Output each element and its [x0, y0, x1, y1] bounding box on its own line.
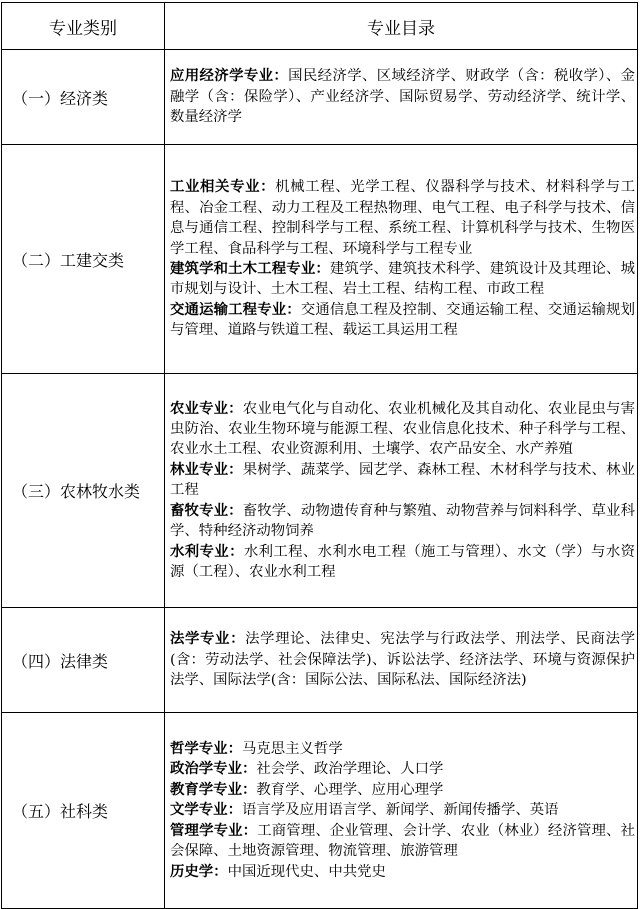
group-heading: 历史学： — [170, 862, 228, 880]
group-majors: 交通信息工程及控制、交通运输工程、交通运输规划与管理、道路与铁道工程、载运工具运用工程 — [170, 301, 635, 339]
group-majors: 机械工程、光学工程、仪器科学与技术、材料科学与工程、冶金工程、动力工程及工程热物理、电气工程、电子科学与技术、信息与通信工程、控制科学与工程、系统工程、计算机科学与技术、生物医学工程、食品科学与工程、环境科学与工程专业 — [170, 179, 635, 257]
category-cell: （一）经济类 — [2, 50, 165, 145]
group-heading: 林业专业： — [170, 460, 243, 478]
category-cell: （三）农林牧水类 — [2, 374, 165, 608]
group-heading: 政治学专业： — [170, 760, 257, 778]
group-majors: 中国近现代史、中共党史 — [227, 863, 386, 880]
major-group — [170, 862, 635, 882]
group-heading: 农业专业： — [170, 399, 243, 417]
group-majors: 马克思主义哲学 — [241, 741, 343, 758]
group-majors: 国民经济学、区域经济学、财政学（含：税收学）、金融学（含：保险学）、产业经济学、国际贸易学、劳动经济学、统计学、数量经济学 — [170, 68, 635, 126]
group-heading: 教育学专业： — [170, 780, 257, 798]
table-row — [2, 608, 638, 713]
major-group — [170, 759, 635, 779]
major-list-cell — [165, 713, 638, 909]
major-group — [170, 66, 635, 127]
group-heading: 畜牧专业： — [170, 501, 243, 519]
group-heading: 管理学专业： — [170, 821, 258, 839]
group-heading: 交通运输工程专业： — [170, 300, 301, 318]
major-group — [170, 780, 635, 800]
major-group — [170, 177, 635, 259]
table-row — [2, 713, 638, 909]
group-majors: 农业电气化与自动化、农业机械化及其自动化、农业昆虫与害虫防治、农业生物环境与能源工程、农业信息化技术、种子科学与工程、农业水土工程、农业资源利用、土壤学、农产品安全、水产养殖 — [170, 400, 635, 458]
group-heading: 工业相关专业： — [170, 178, 276, 196]
major-group — [170, 259, 635, 300]
table-row — [2, 145, 638, 374]
group-majors: 教育学、心理学、应用心理学 — [256, 781, 444, 798]
major-group — [170, 821, 635, 862]
group-heading: 文学专业： — [170, 801, 242, 819]
major-group — [170, 399, 635, 460]
category-cell: （二）工建交类 — [2, 145, 165, 374]
group-majors: 建筑学、建筑技术科学、建筑设计及其理论、城市规划与设计、土木工程、岩土工程、结构工程、市政工程 — [170, 261, 635, 298]
category-cell: （五）社科类 — [2, 713, 165, 909]
major-group — [170, 629, 635, 690]
group-majors: 水利工程、水利水电工程（施工与管理）、水文（学）与水资源（工程）、农业水利工程 — [170, 543, 635, 580]
group-majors: 法学理论、法律史、宪法学与行政法学、刑法学、民商法学(含：劳动法学、社会保障法学)、诉讼法学、经济法学、环境与资源保护法学、国际法学(含：国际公法、国际私法、国际经济法) — [170, 631, 635, 689]
major-list-cell — [165, 608, 638, 713]
major-group — [170, 300, 635, 341]
header-list: 专业目录 — [165, 3, 638, 50]
group-heading: 法学专业： — [170, 630, 246, 648]
major-group — [170, 460, 635, 501]
group-majors: 语言学及应用语言学、新闻学、新闻传播学、英语 — [241, 802, 559, 819]
major-group — [170, 501, 635, 542]
table-row — [2, 50, 638, 145]
major-list-cell — [165, 50, 638, 145]
major-list-cell — [165, 145, 638, 374]
header-category: 专业类别 — [2, 3, 165, 50]
category-cell: （四）法律类 — [2, 608, 165, 713]
major-list-cell — [165, 374, 638, 608]
major-group — [170, 542, 635, 583]
table-header-row — [2, 3, 638, 50]
group-majors: 果树学、蔬菜学、园艺学、森林工程、木材科学与技术、林业工程 — [170, 461, 635, 499]
group-heading: 应用经济学专业： — [170, 67, 289, 85]
majors-table — [1, 2, 638, 909]
group-heading: 建筑学和土木工程专业： — [170, 260, 330, 277]
group-majors: 工商管理、企业管理、会计学、农业（林业）经济管理、社会保障、土地资源管理、物流管理、旅游管理 — [170, 822, 635, 860]
major-group — [170, 800, 635, 820]
major-group — [170, 739, 635, 759]
group-majors: 畜牧学、动物遗传育种与繁殖、动物营养与饲料科学、草业科学、特种经济动物饲养 — [170, 502, 635, 540]
group-heading: 水利专业： — [170, 542, 244, 560]
table-row — [2, 374, 638, 608]
group-majors: 社会学、政治学理论、人口学 — [256, 761, 444, 778]
group-heading: 哲学专业： — [170, 740, 242, 758]
